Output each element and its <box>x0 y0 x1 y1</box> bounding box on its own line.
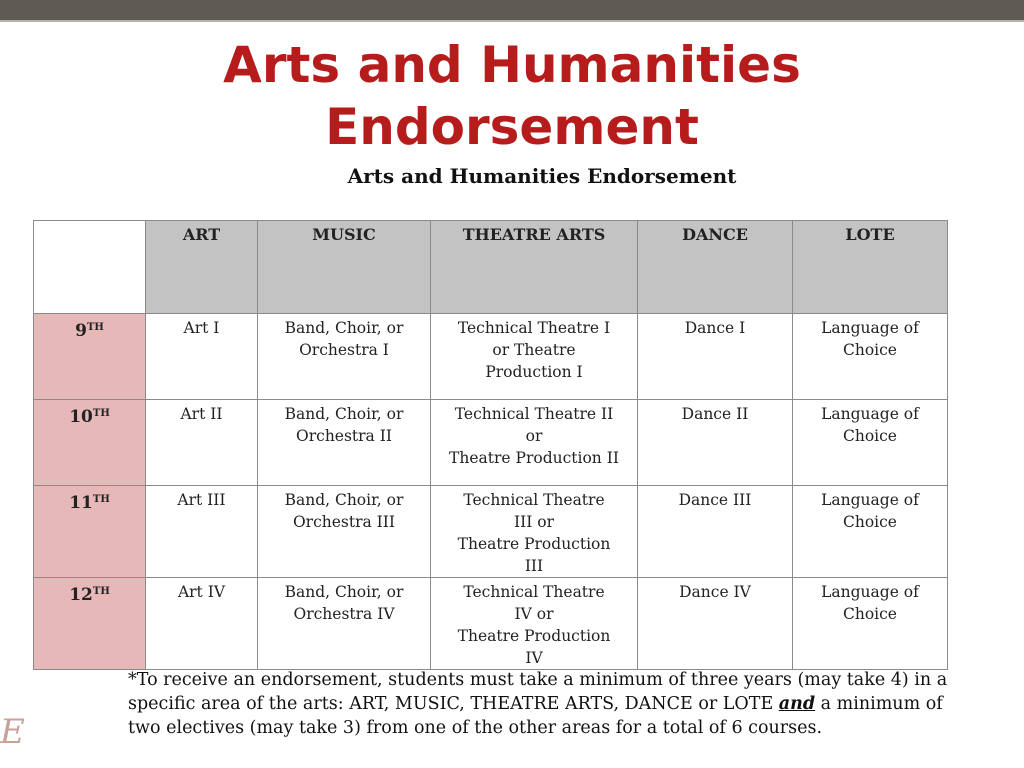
grade-number: 9 <box>75 321 87 341</box>
cell-line: Dance III <box>678 491 752 509</box>
cell-line: Theatre Production <box>457 535 611 553</box>
grade-number: 11 <box>69 493 93 513</box>
header-music: MUSIC <box>258 221 431 314</box>
table-body <box>34 314 948 670</box>
slide-title <box>0 34 1024 158</box>
cell-music <box>258 486 431 578</box>
cell-line: Band, Choir, or <box>284 583 404 601</box>
grade-number: 12 <box>69 585 93 605</box>
note-text-part1: *To receive an endorsement, students must take a minimum of three years (may take 4) in a specific area of the arts: ART, MUSIC, THEATRE ARTS, DANCE or LOTE <box>128 670 948 714</box>
cell-line: Band, Choir, or <box>284 405 404 423</box>
cell-line: Art I <box>183 319 220 337</box>
grade-cell <box>34 400 146 486</box>
cell-line: Theatre Production <box>457 627 611 645</box>
table-row <box>34 314 948 400</box>
grade-suffix: TH <box>92 494 110 505</box>
cell-line: or <box>525 427 543 445</box>
cell-art <box>146 314 258 400</box>
cell-line: Orchestra II <box>296 427 392 445</box>
grade-suffix: TH <box>92 586 110 597</box>
cell-line: Dance IV <box>679 583 751 601</box>
cell-theatre-arts <box>431 314 638 400</box>
cell-line: IV or <box>514 605 554 623</box>
cell-line: Theatre Production II <box>449 449 619 467</box>
cell-line: Band, Choir, or <box>284 319 404 337</box>
cell-theatre-arts <box>431 486 638 578</box>
cell-line: Language of <box>821 491 919 509</box>
table-row <box>34 400 948 486</box>
slide-title-line2: Endorsement <box>325 98 699 156</box>
header-lote: LOTE <box>793 221 948 314</box>
cell-line: Technical Theatre <box>463 583 605 601</box>
cell-lote <box>793 486 948 578</box>
cell-art <box>146 578 258 670</box>
corner-cell <box>34 221 146 314</box>
table-row <box>34 578 948 670</box>
cell-line: Production I <box>485 363 583 381</box>
cell-line: Choice <box>843 605 897 623</box>
cell-music <box>258 400 431 486</box>
header-art: ART <box>146 221 258 314</box>
cell-line: IV <box>525 649 543 667</box>
slide-title-line1: Arts and Humanities <box>223 36 801 94</box>
table-row <box>34 486 948 578</box>
cell-dance <box>638 314 793 400</box>
cell-line: Art II <box>180 405 223 423</box>
cell-line: Orchestra III <box>292 513 396 531</box>
cell-line: Choice <box>843 341 897 359</box>
cell-line: or Theatre <box>492 341 576 359</box>
note-text-part2: a minimum of two electives (may take 3) from one of the other areas for a total of 6 courses. <box>128 694 943 738</box>
cell-line: Technical Theatre II <box>454 405 614 423</box>
cell-line: Language of <box>821 405 919 423</box>
cell-line: Language of <box>821 319 919 337</box>
cell-dance <box>638 486 793 578</box>
endorsement-table <box>33 220 948 670</box>
logo-mark: E <box>0 712 25 752</box>
cell-dance <box>638 400 793 486</box>
cell-line: III <box>524 557 544 575</box>
grade-cell <box>34 314 146 400</box>
top-band <box>0 0 1024 22</box>
grade-suffix: TH <box>92 408 110 419</box>
cell-line: Art III <box>177 491 226 509</box>
cell-dance <box>638 578 793 670</box>
cell-theatre-arts <box>431 400 638 486</box>
cell-lote <box>793 314 948 400</box>
cell-music <box>258 578 431 670</box>
grade-cell <box>34 578 146 670</box>
cell-lote <box>793 400 948 486</box>
header-row <box>34 221 948 314</box>
cell-theatre-arts <box>431 578 638 670</box>
header-theatre-arts: THEATRE ARTS <box>431 221 638 314</box>
note-emphasis: and <box>778 694 816 714</box>
header-dance: DANCE <box>638 221 793 314</box>
cell-line: Dance II <box>681 405 749 423</box>
cell-line: Technical Theatre I <box>457 319 611 337</box>
cell-line: Orchestra IV <box>293 605 395 623</box>
cell-line: Choice <box>843 513 897 531</box>
cell-lote <box>793 578 948 670</box>
cell-line: Dance I <box>684 319 746 337</box>
grade-number: 10 <box>69 407 93 427</box>
grade-cell <box>34 486 146 578</box>
cell-line: Orchestra I <box>299 341 389 359</box>
endorsement-note <box>128 668 958 740</box>
document-title: Arts and Humanities Endorsement <box>347 164 737 188</box>
cell-line: Language of <box>821 583 919 601</box>
cell-art <box>146 486 258 578</box>
cell-art <box>146 400 258 486</box>
grade-suffix: TH <box>86 322 104 333</box>
cell-music <box>258 314 431 400</box>
cell-line: Band, Choir, or <box>284 491 404 509</box>
cell-line: Choice <box>843 427 897 445</box>
cell-line: III or <box>513 513 555 531</box>
cell-line: Technical Theatre <box>463 491 605 509</box>
cell-line: Art IV <box>177 583 226 601</box>
